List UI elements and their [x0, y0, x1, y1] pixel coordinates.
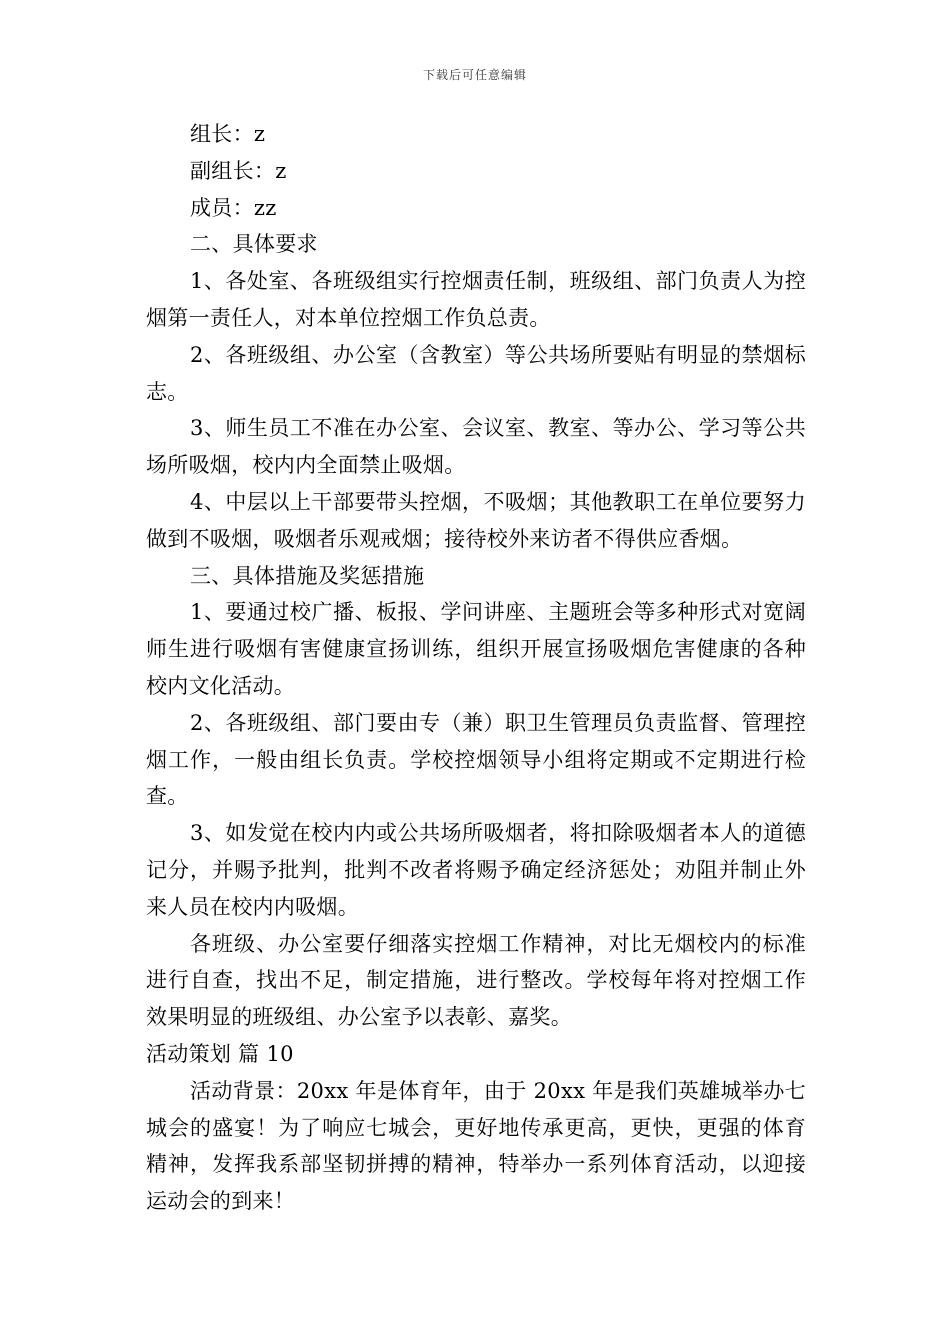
page-header-note: 下载后可任意编辑 [422, 68, 527, 82]
section-heading-measures: 三、具体措施及奖惩措施 [190, 563, 425, 588]
paragraph-requirement-2: 2、各班级组、办公室（含教室）等公共场所要贴有明显的禁烟标志。 [146, 342, 806, 404]
document-body [146, 116, 806, 1220]
paragraph-deputy-leader: 副组长：z [190, 158, 287, 183]
paragraph-requirement-4: 4、中层以上干部要带头控烟，不吸烟；其他教职工在单位要努力做到不吸烟，吸烟者乐观戒烟；接待校外来访者不得供应香烟。 [146, 489, 806, 551]
paragraph-closing: 各班级、办公室要仔细落实控烟工作精神，对比无烟校内的标准进行自查，找出不足，制定措施，进行整改。学校每年将对控烟工作效果明显的班级组、办公室予以表彰、嘉奖。 [146, 931, 806, 1030]
section-title-plan-10: 活动策划 篇 10 [146, 1041, 294, 1066]
paragraph-measure-3: 3、如发觉在校内内或公共场所吸烟者，将扣除吸烟者本人的道德记分，并赐予批判，批判不改者将赐予确定经济惩处；劝阻并制止外来人员在校内内吸烟。 [146, 821, 806, 919]
paragraph-requirement-3: 3、师生员工不准在办公室、会议室、教室、等办公、学习等公共场所吸烟，校内内全面禁止吸烟。 [146, 416, 806, 478]
paragraph-activity-background: 活动背景：20xx 年是体育年，由于 20xx 年是我们英雄城举办七城会的盛宴！为了响应七城会，更好地传承更高，更快，更强的体育精神，发挥我系部坚韧拼搏的精神，特举办一系列体育活动，以迎接运动会的到来！ [146, 1078, 806, 1214]
section-heading-requirements: 二、具体要求 [190, 232, 318, 257]
paragraph-requirement-1: 1、各处室、各班级组实行控烟责任制，班级组、部门负责人为控烟第一责任人，对本单位控烟工作负总责。 [146, 269, 806, 330]
paragraph-measure-2: 2、各班级组、部门要由专（兼）职卫生管理员负责监督、管理控烟工作，一般由组长负责。学校控烟领导小组将定期或不定期进行检查。 [146, 710, 806, 809]
paragraph-members: 成员：zz [190, 195, 277, 220]
paragraph-measure-1: 1、要通过校广播、板报、学问讲座、主题班会等多种形式对宽阔师生进行吸烟有害健康宣扬训练，组织开展宣扬吸烟危害健康的各种校内文化活动。 [146, 600, 806, 698]
paragraph-leader: 组长：z [190, 122, 266, 146]
